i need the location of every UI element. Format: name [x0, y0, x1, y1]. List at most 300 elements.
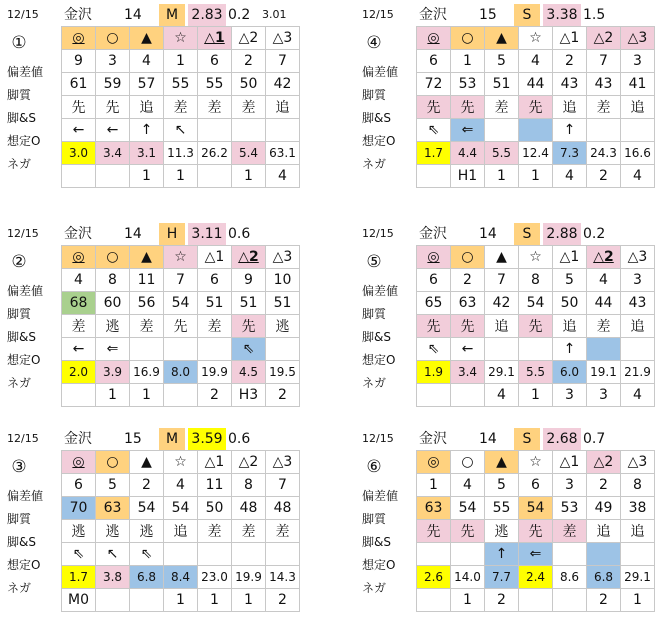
ls-cell: ⇐ — [96, 338, 130, 361]
row-label-style: 脚質 — [7, 307, 32, 321]
style-cell: 差 — [266, 520, 300, 543]
odds-cell: 19.9 — [232, 566, 266, 589]
horse-cell: 1 — [451, 50, 485, 73]
horse-row — [62, 269, 300, 292]
ls-cell — [451, 543, 485, 566]
horse-cell: 6 — [417, 269, 451, 292]
dev-cell: 56 — [130, 292, 164, 315]
neg-cell: 2 — [587, 165, 621, 188]
neg-cell: 4 — [621, 384, 655, 407]
neg-cell: 2 — [485, 589, 519, 612]
dev-row — [62, 497, 300, 520]
odds-cell: 8.6 — [553, 566, 587, 589]
dev-cell: 54 — [519, 292, 553, 315]
mark-cell: ○ — [96, 451, 130, 474]
horse-cell: 8 — [519, 269, 553, 292]
dev-cell: 42 — [266, 73, 300, 96]
odds-cell: 16.6 — [621, 142, 655, 165]
dev-row — [417, 73, 655, 96]
horse-cell: 3 — [621, 269, 655, 292]
race-venue: 金沢 — [419, 7, 447, 23]
mark-cell: ○ — [451, 27, 485, 50]
neg-row — [417, 589, 655, 612]
mark-cell: ☆ — [519, 27, 553, 50]
odds-row — [417, 142, 655, 165]
marks-row — [417, 451, 655, 474]
odds-cell: 3.1 — [130, 142, 164, 165]
style-cell: 先 — [232, 315, 266, 338]
horse-cell: 7 — [485, 269, 519, 292]
row-label-neg: ネガ — [362, 376, 387, 390]
row-label-style: 脚質 — [362, 512, 387, 526]
neg-cell — [451, 384, 485, 407]
race-table — [61, 450, 300, 612]
row-label-neg: ネガ — [362, 581, 387, 595]
dev-row — [62, 73, 300, 96]
neg-cell — [62, 165, 96, 188]
mark-cell: ○ — [451, 246, 485, 269]
mark-cell: △3 — [621, 27, 655, 50]
row-label-dev: 偏差値 — [362, 489, 399, 503]
neg-cell: 1 — [164, 165, 198, 188]
odds-cell: 1.7 — [417, 142, 451, 165]
marks-row — [62, 451, 300, 474]
mark-cell: △3 — [266, 246, 300, 269]
odds-cell: 2.0 — [62, 361, 96, 384]
row-label-style: 脚質 — [7, 512, 32, 526]
odds-cell: 29.1 — [621, 566, 655, 589]
style-cell: 追 — [164, 520, 198, 543]
race-block-3 — [7, 428, 307, 623]
neg-cell: 1 — [621, 589, 655, 612]
mark-cell: △1 — [553, 27, 587, 50]
odds-cell: 2.6 — [417, 566, 451, 589]
neg-cell: 1 — [232, 165, 266, 188]
ls-cell: ↑ — [130, 119, 164, 142]
row-label-dev: 偏差値 — [362, 284, 399, 298]
ls-cell: ↖ — [96, 543, 130, 566]
style-cell: 差 — [553, 520, 587, 543]
ls-cell: ← — [451, 338, 485, 361]
horse-cell: 2 — [553, 50, 587, 73]
mark-cell: ◎ — [62, 451, 96, 474]
dev-cell: 43 — [587, 73, 621, 96]
style-cell: 差 — [62, 315, 96, 338]
race-venue: 金沢 — [64, 431, 92, 447]
neg-cell — [164, 384, 198, 407]
odds-cell: 3.4 — [451, 361, 485, 384]
neg-cell: 1 — [451, 589, 485, 612]
race-value-2: 0.2 — [228, 7, 251, 23]
row-label-odds: 想定O — [7, 134, 41, 148]
race-field-size: 14 — [479, 226, 497, 242]
style-cell: 追 — [485, 315, 519, 338]
ls-cell — [417, 543, 451, 566]
neg-cell — [519, 589, 553, 612]
dev-cell: 54 — [130, 497, 164, 520]
ls-cell — [485, 119, 519, 142]
neg-cell: 2 — [587, 589, 621, 612]
race-value: 3.38 — [543, 4, 581, 26]
odds-cell: 5.5 — [519, 361, 553, 384]
race-block-1 — [7, 4, 307, 199]
horse-cell: 9 — [232, 269, 266, 292]
neg-cell: 4 — [485, 384, 519, 407]
horse-cell: 5 — [485, 50, 519, 73]
neg-cell: 1 — [130, 384, 164, 407]
race-header — [7, 4, 307, 26]
style-row — [417, 96, 655, 119]
ls-cell: ← — [96, 119, 130, 142]
style-cell: 差 — [587, 96, 621, 119]
row-label-neg: ネガ — [7, 376, 32, 390]
race-index: ⑤ — [366, 252, 382, 272]
neg-cell: 3 — [587, 384, 621, 407]
row-label-odds: 想定O — [7, 558, 41, 572]
style-cell: 追 — [587, 520, 621, 543]
style-cell: 先 — [164, 315, 198, 338]
odds-cell: 23.0 — [198, 566, 232, 589]
style-row — [62, 96, 300, 119]
row-label-odds: 想定O — [362, 134, 396, 148]
dev-row — [417, 292, 655, 315]
style-cell: 逃 — [485, 520, 519, 543]
dev-cell: 68 — [62, 292, 96, 315]
ls-cell — [621, 119, 655, 142]
row-label-odds: 想定O — [362, 558, 396, 572]
dev-cell: 48 — [232, 497, 266, 520]
race-venue: 金沢 — [64, 226, 92, 242]
neg-cell: 4 — [553, 165, 587, 188]
horse-cell: 2 — [451, 269, 485, 292]
neg-cell — [130, 589, 164, 612]
race-field-size: 15 — [479, 7, 497, 23]
row-label-ls: 脚&S — [7, 330, 36, 344]
neg-cell: 1 — [519, 165, 553, 188]
odds-cell: 3.8 — [96, 566, 130, 589]
ls-cell: ⇖ — [130, 543, 164, 566]
style-cell: 逃 — [266, 315, 300, 338]
mark-cell: ○ — [96, 27, 130, 50]
row-label-dev: 偏差値 — [7, 284, 44, 298]
row-label-ls: 脚&S — [7, 111, 36, 125]
race-header — [7, 223, 307, 245]
mark-cell: △3 — [266, 27, 300, 50]
dev-cell: 55 — [198, 73, 232, 96]
horse-row — [62, 474, 300, 497]
style-cell: 先 — [417, 315, 451, 338]
ls-cell: ↑ — [553, 119, 587, 142]
style-cell: 先 — [519, 520, 553, 543]
ls-cell — [232, 543, 266, 566]
ls-cell — [621, 338, 655, 361]
marks-row — [62, 27, 300, 50]
ls-cell — [198, 543, 232, 566]
mark-cell: △1 — [553, 246, 587, 269]
mark-cell: △2 — [232, 451, 266, 474]
dev-cell: 51 — [232, 292, 266, 315]
race-class: S — [514, 223, 540, 245]
ls-cell — [164, 543, 198, 566]
horse-cell: 5 — [553, 269, 587, 292]
race-value-2: 1.5 — [583, 7, 606, 23]
odds-cell: 19.5 — [266, 361, 300, 384]
mark-cell: △2 — [587, 451, 621, 474]
row-label-odds: 想定O — [7, 353, 41, 367]
mark-cell: △1 — [198, 27, 232, 50]
mark-cell: △2 — [232, 27, 266, 50]
mark-cell: △2 — [587, 246, 621, 269]
race-date: 12/15 — [7, 432, 39, 445]
horse-cell: 11 — [130, 269, 164, 292]
dev-cell: 55 — [164, 73, 198, 96]
neg-cell: 3 — [553, 384, 587, 407]
neg-cell: 2 — [198, 384, 232, 407]
odds-cell: 5.4 — [232, 142, 266, 165]
ls-row — [62, 338, 300, 361]
mark-cell: ▲ — [130, 246, 164, 269]
ls-cell: ⇖ — [232, 338, 266, 361]
row-label-odds: 想定O — [362, 353, 396, 367]
mark-cell: △1 — [198, 451, 232, 474]
horse-cell: 10 — [266, 269, 300, 292]
dev-cell: 57 — [130, 73, 164, 96]
row-label-ls: 脚&S — [362, 330, 391, 344]
race-table — [61, 245, 300, 407]
odds-cell: 6.0 — [553, 361, 587, 384]
horse-cell: 5 — [96, 474, 130, 497]
mark-cell: ○ — [451, 451, 485, 474]
horse-cell: 4 — [451, 474, 485, 497]
race-block-5 — [362, 223, 662, 418]
neg-cell: 2 — [266, 384, 300, 407]
odds-row — [417, 361, 655, 384]
ls-cell — [485, 338, 519, 361]
horse-cell: 7 — [587, 50, 621, 73]
dev-cell: 63 — [451, 292, 485, 315]
style-cell: 追 — [621, 315, 655, 338]
race-field-size: 14 — [479, 431, 497, 447]
row-label-ls: 脚&S — [362, 111, 391, 125]
neg-cell: 1 — [130, 165, 164, 188]
dev-cell: 51 — [198, 292, 232, 315]
mark-cell: ▲ — [130, 27, 164, 50]
race-venue: 金沢 — [64, 7, 92, 23]
neg-cell — [417, 165, 451, 188]
mark-cell: ▲ — [485, 27, 519, 50]
dev-cell: 41 — [621, 73, 655, 96]
neg-cell: 4 — [621, 165, 655, 188]
race-date: 12/15 — [7, 227, 39, 240]
marks-row — [62, 246, 300, 269]
style-cell: 差 — [485, 96, 519, 119]
neg-cell: 4 — [266, 165, 300, 188]
ls-cell — [164, 338, 198, 361]
mark-cell: △3 — [621, 451, 655, 474]
dev-cell: 50 — [553, 292, 587, 315]
horse-cell: 7 — [266, 474, 300, 497]
odds-cell: 6.8 — [130, 566, 164, 589]
style-row — [417, 520, 655, 543]
dev-cell: 43 — [621, 292, 655, 315]
race-block-2 — [7, 223, 307, 418]
race-class: S — [514, 4, 540, 26]
horse-cell: 1 — [164, 50, 198, 73]
horse-cell: 8 — [621, 474, 655, 497]
horse-cell: 3 — [96, 50, 130, 73]
style-cell: 先 — [519, 315, 553, 338]
neg-cell: 1 — [198, 589, 232, 612]
style-cell: 差 — [198, 96, 232, 119]
race-index: ④ — [366, 33, 382, 53]
race-table — [416, 245, 655, 407]
race-index: ① — [11, 33, 27, 53]
mark-cell: ◎ — [62, 27, 96, 50]
horse-cell: 8 — [232, 474, 266, 497]
horse-cell: 5 — [485, 474, 519, 497]
row-label-dev: 偏差値 — [7, 489, 44, 503]
style-cell: 追 — [621, 520, 655, 543]
race-table — [61, 26, 300, 188]
style-cell: 差 — [198, 520, 232, 543]
mark-cell: ◎ — [417, 451, 451, 474]
ls-cell: ⇖ — [417, 119, 451, 142]
race-class: H — [159, 223, 185, 245]
horse-cell: 4 — [130, 50, 164, 73]
race-value-2: 0.6 — [228, 431, 251, 447]
mark-cell: ☆ — [519, 246, 553, 269]
style-cell: 先 — [519, 96, 553, 119]
mark-cell: △1 — [553, 451, 587, 474]
race-block-4 — [362, 4, 662, 199]
dev-row — [417, 497, 655, 520]
horse-cell: 3 — [553, 474, 587, 497]
race-header — [362, 223, 662, 245]
mark-cell: ▲ — [485, 246, 519, 269]
race-value: 3.59 — [188, 428, 226, 450]
ls-cell — [266, 543, 300, 566]
style-cell: 先 — [451, 315, 485, 338]
odds-cell: 26.2 — [198, 142, 232, 165]
dev-cell: 50 — [198, 497, 232, 520]
dev-cell: 60 — [96, 292, 130, 315]
style-row — [62, 520, 300, 543]
dev-cell: 42 — [485, 292, 519, 315]
race-class: S — [514, 428, 540, 450]
neg-row — [62, 589, 300, 612]
style-cell: 逃 — [62, 520, 96, 543]
odds-cell: 7.3 — [553, 142, 587, 165]
dev-cell: 50 — [232, 73, 266, 96]
race-date: 12/15 — [362, 8, 394, 21]
neg-cell — [198, 165, 232, 188]
odds-cell: 19.1 — [587, 361, 621, 384]
race-venue: 金沢 — [419, 431, 447, 447]
neg-cell — [417, 384, 451, 407]
neg-cell: 1 — [164, 589, 198, 612]
horse-cell: 2 — [232, 50, 266, 73]
dev-cell: 54 — [164, 497, 198, 520]
odds-cell: 3.4 — [96, 142, 130, 165]
mark-cell: ◎ — [62, 246, 96, 269]
odds-cell: 16.9 — [130, 361, 164, 384]
horse-cell: 6 — [519, 474, 553, 497]
neg-cell: H1 — [451, 165, 485, 188]
horse-cell: 6 — [198, 50, 232, 73]
dev-cell: 51 — [485, 73, 519, 96]
neg-cell: 1 — [232, 589, 266, 612]
row-label-neg: ネガ — [362, 157, 387, 171]
horse-cell: 4 — [587, 269, 621, 292]
odds-cell: 3.9 — [96, 361, 130, 384]
mark-cell: △3 — [621, 246, 655, 269]
race-field-size: 14 — [124, 7, 142, 23]
race-class: M — [159, 4, 185, 26]
ls-row — [62, 543, 300, 566]
odds-cell: 11.3 — [164, 142, 198, 165]
ls-cell — [621, 543, 655, 566]
dev-row — [62, 292, 300, 315]
horse-cell: 9 — [62, 50, 96, 73]
race-header — [7, 428, 307, 450]
odds-cell: 4.4 — [451, 142, 485, 165]
ls-row — [62, 119, 300, 142]
odds-cell: 1.7 — [62, 566, 96, 589]
dev-cell: 49 — [587, 497, 621, 520]
horse-row — [417, 474, 655, 497]
marks-row — [417, 27, 655, 50]
ls-cell — [587, 338, 621, 361]
ls-cell — [198, 338, 232, 361]
odds-cell: 19.9 — [198, 361, 232, 384]
horse-cell: 6 — [417, 50, 451, 73]
ls-cell: ⇐ — [519, 543, 553, 566]
dev-cell: 38 — [621, 497, 655, 520]
neg-cell — [62, 384, 96, 407]
horse-cell: 3 — [621, 50, 655, 73]
ls-cell — [232, 119, 266, 142]
odds-cell: 3.0 — [62, 142, 96, 165]
style-cell: 差 — [198, 315, 232, 338]
dev-cell: 48 — [266, 497, 300, 520]
race-header — [362, 428, 662, 450]
style-cell: 差 — [164, 96, 198, 119]
neg-cell: 1 — [519, 384, 553, 407]
race-venue: 金沢 — [419, 226, 447, 242]
race-date: 12/15 — [7, 8, 39, 21]
race-value-2: 0.7 — [583, 431, 606, 447]
style-cell: 差 — [232, 96, 266, 119]
mark-cell: △2 — [587, 27, 621, 50]
horse-row — [417, 269, 655, 292]
dev-cell: 53 — [451, 73, 485, 96]
dev-cell: 63 — [96, 497, 130, 520]
mark-cell: ☆ — [519, 451, 553, 474]
horse-cell: 6 — [62, 474, 96, 497]
ls-cell — [553, 543, 587, 566]
style-row — [417, 315, 655, 338]
race-value: 2.68 — [543, 428, 581, 450]
horse-cell: 6 — [198, 269, 232, 292]
odds-cell: 24.3 — [587, 142, 621, 165]
ls-cell: ⇖ — [417, 338, 451, 361]
row-label-style: 脚質 — [362, 307, 387, 321]
ls-cell — [266, 119, 300, 142]
neg-cell — [96, 589, 130, 612]
row-label-ls: 脚&S — [362, 535, 391, 549]
ls-cell: ⇐ — [451, 119, 485, 142]
odds-cell: 14.3 — [266, 566, 300, 589]
